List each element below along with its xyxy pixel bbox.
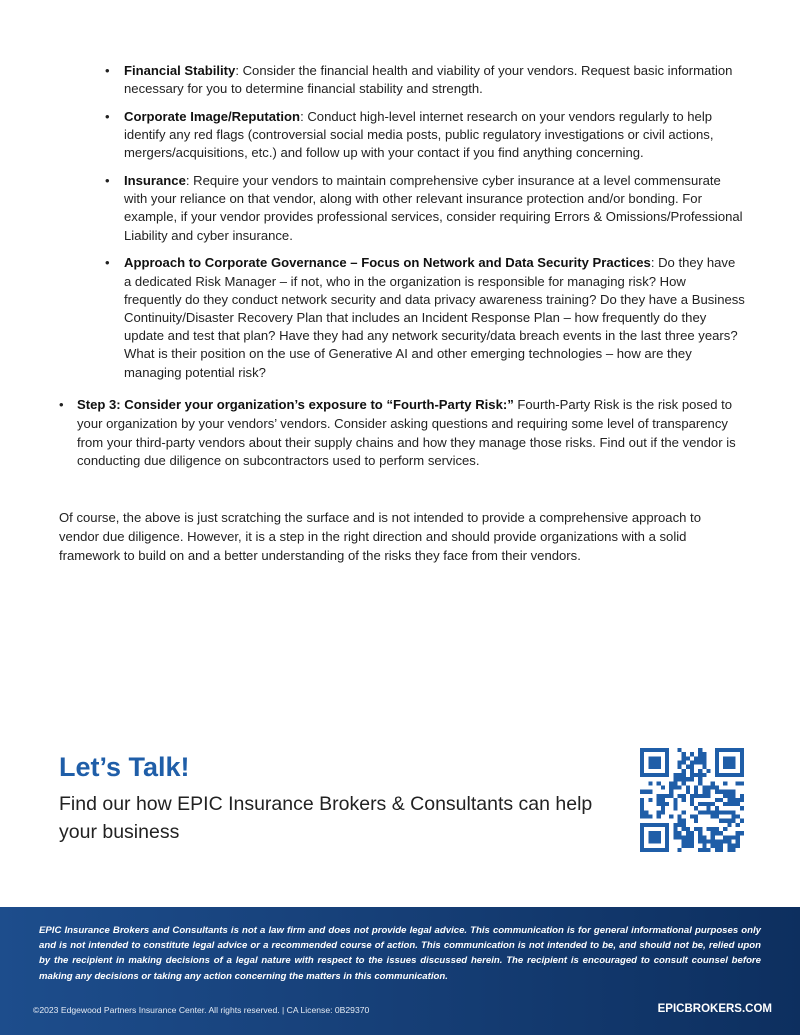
item-text: : Require your vendors to maintain comprehensive cyber insurance at a level commensurate with your reliance on that vendor, along with other relevant insurance protection and/or bonding. For example, if your vendor provides professional services, consider requiring Errors & Omissions/Professional Liability and cyber insurance.	[124, 173, 743, 243]
closing-paragraph: Of course, the above is just scratching the surface and is not intended to provide a comprehensive approach to vendor due diligence. However, it is a step in the right direction and should provide organizations with a solid framework to build on and a better understanding of the risks they face from their vendors.	[59, 510, 701, 563]
footer	[0, 907, 800, 1035]
item-term: Insurance	[124, 173, 186, 189]
step-3-item	[59, 396, 737, 471]
list-item	[105, 62, 745, 98]
cta-title: Let’s Talk!	[59, 752, 190, 782]
step-3-term: Step 3: Consider your organization’s exposure to “Fourth-Party Risk:”	[77, 397, 514, 412]
legal-disclaimer: EPIC Insurance Brokers and Consultants is not a law firm and does not provide legal advice. This communication is for general informational purposes only and is not intended to constitute legal advice or a recommended course of action. This communication is not intended to be, and should not be, relied upon by the recipient in making decisions of a legal nature with respect to the issues discussed herein. The recipient is encouraged to consult counsel before making any decisions or taking any action concerning the matters in this communication.	[39, 925, 761, 982]
item-term: Approach to Corporate Governance – Focus on Network and Data Security Practices	[124, 255, 651, 271]
cta-subtitle: Find our how EPIC Insurance Brokers & Consultants can help your business	[59, 793, 593, 843]
list-item	[105, 108, 745, 163]
item-term: Corporate Image/Reputation	[124, 108, 301, 124]
qr-code-icon[interactable]	[640, 748, 744, 852]
copyright-text: ©2023 Edgewood Partners Insurance Center. All rights reserved. | CA License: 0B29370	[33, 1005, 370, 1015]
step-3-text: Fourth-Party Risk is the risk posed to your organization by your vendors’ vendors. Consider asking questions and requiring some level of transparency from your third-party vendors about their supply chains and how they manage those risks. Find out if the vendor is conducting due diligence on subcontractors used to perform services.	[77, 397, 736, 469]
vendor-considerations-list	[105, 62, 745, 391]
list-item	[105, 254, 745, 381]
item-text: : Conduct high-level internet research on your vendors regularly to help identify any red flags (controversial social media posts, public regulatory investigations or civil actions, mergers/acquisitions, etc.) and follow up with your contact if you find anything concerning.	[124, 108, 714, 161]
list-item	[105, 172, 745, 245]
item-text: : Consider the financial health and viability of your vendors. Request basic information necessary for you to determine financial stability and strength.	[124, 63, 733, 97]
website-link[interactable]: EPICBROKERS.COM	[657, 1003, 772, 1015]
item-term: Financial Stability	[124, 63, 236, 78]
item-text: : Do they have a dedicated Risk Manager – if not, who in the organization is responsible for managing risk? How frequently do they conduct network security and data privacy awareness training? Do they have a Business Continuity/Disaster Recovery Plan that includes an Incident Response Plan – how frequently do they update and test that plan? Have they had any network security/data breach events in the last three years? What is their position on the use of Generative AI and other emerging technologies – how are they managing potential risk?	[124, 255, 745, 380]
